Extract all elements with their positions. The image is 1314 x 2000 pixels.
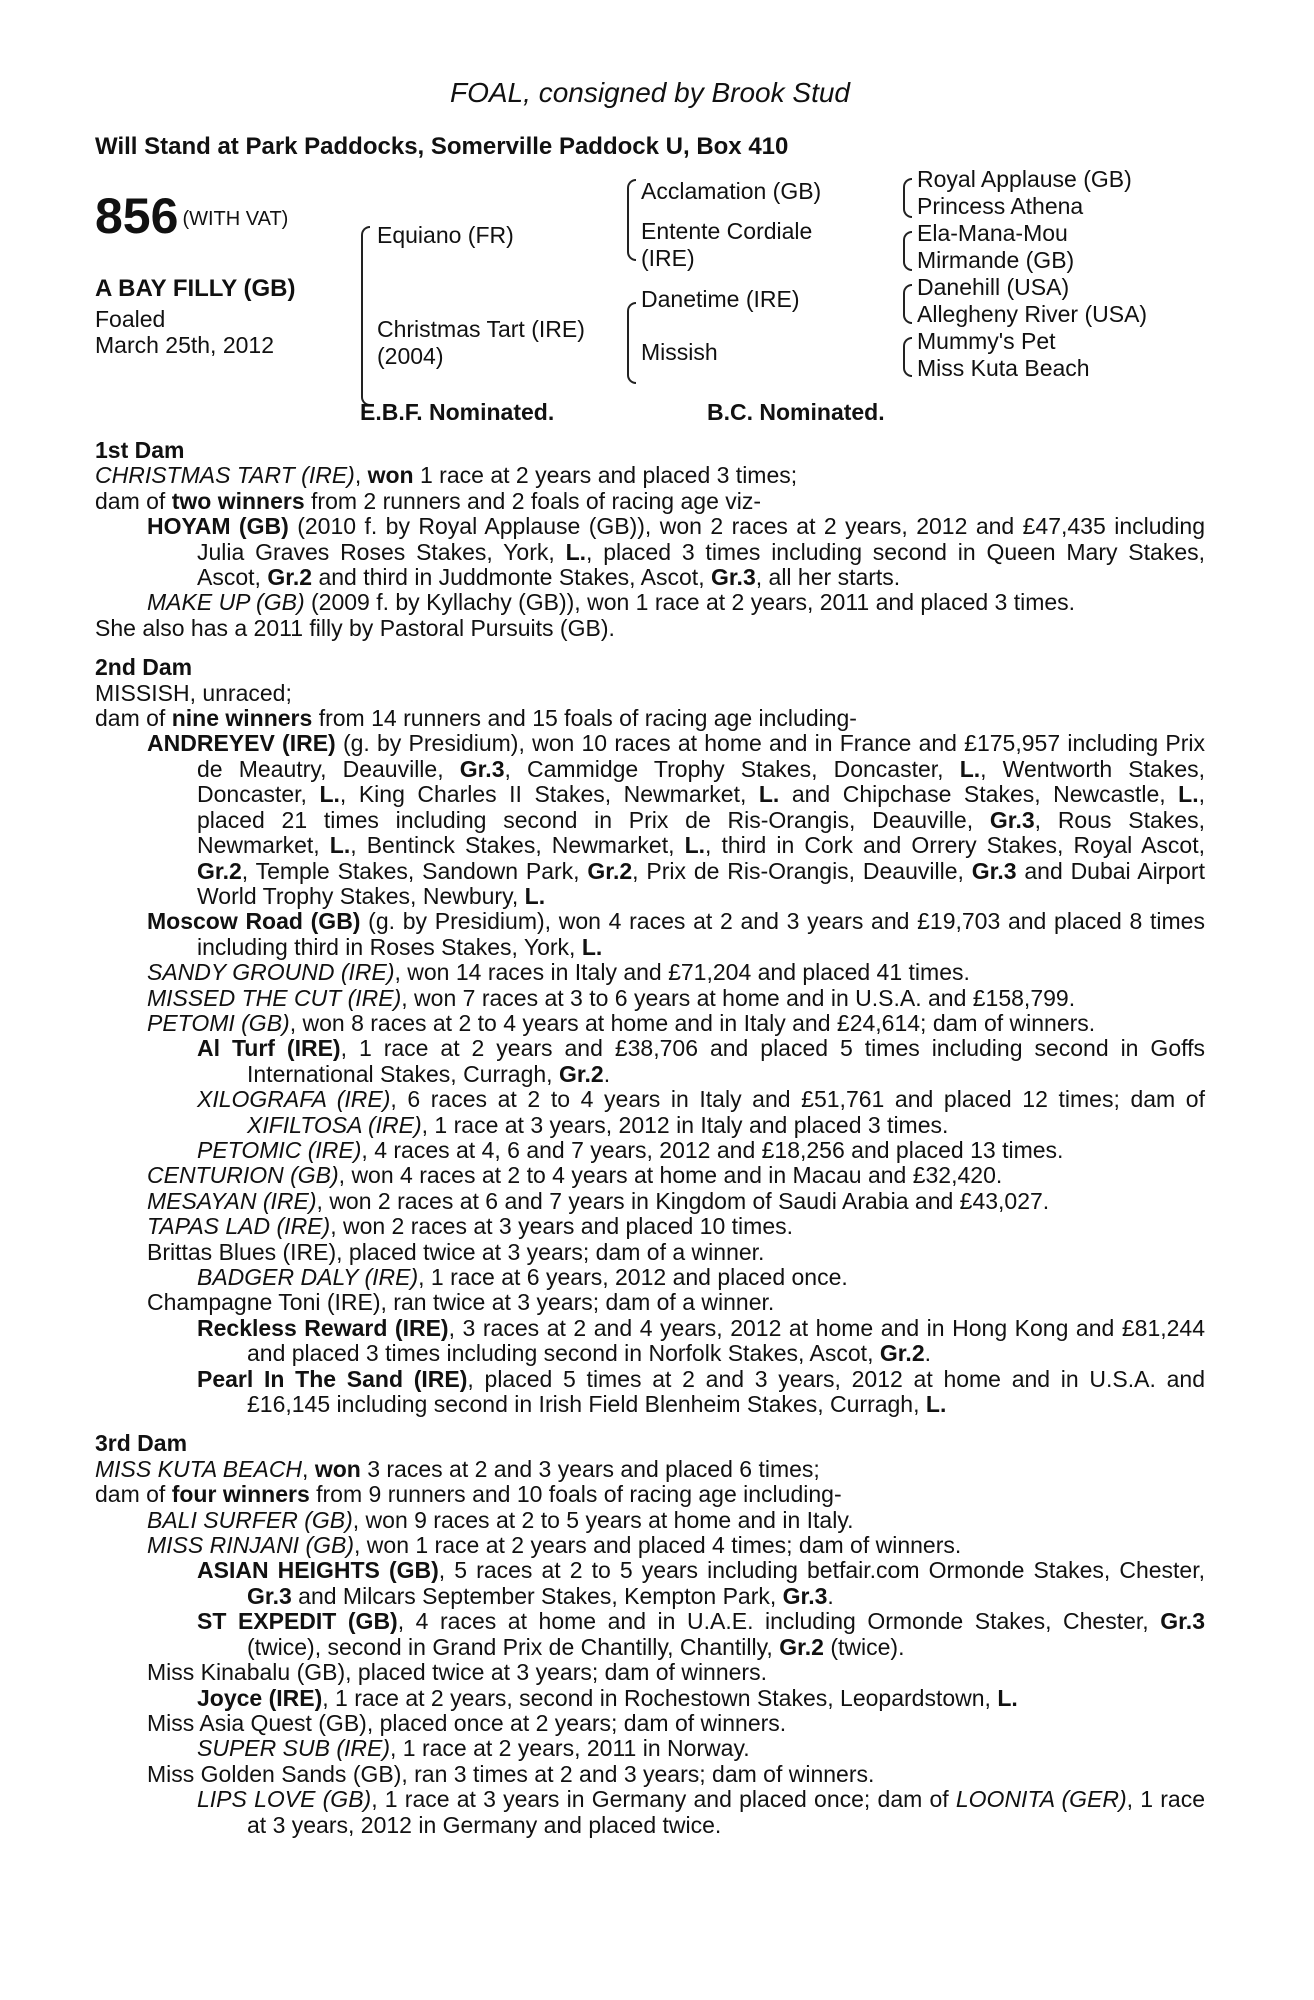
ped-sd-suffix: (IRE)	[641, 245, 695, 271]
ped-ds: Danetime (IRE)	[641, 286, 800, 312]
stand-location: Will Stand at Park Paddocks, Somerville Paddock U, Box 410	[95, 133, 789, 160]
entry-text: , 1 race at 3 years, 2012 in Italy and placed 3 times.	[421, 1111, 949, 1138]
horse-name: A BAY FILLY (GB)	[95, 275, 296, 302]
entry-text: , 5 races at 2 to 5 years including betfair.com Ormonde Stakes, Chester,	[438, 1557, 1206, 1584]
dam-sections	[95, 438, 1205, 1838]
italic-text: XIFILTOSA (IRE)	[247, 1111, 422, 1138]
entry-text: .	[924, 1340, 932, 1367]
pedigree-entry	[95, 1011, 1205, 1036]
bold-text: L.	[758, 781, 780, 808]
bold-text: L.	[997, 1684, 1018, 1711]
entry-text: .	[603, 1060, 611, 1087]
pedigree-entry	[95, 1762, 1205, 1787]
bold-text: ANDREYEV (IRE)	[147, 730, 336, 757]
entry-text: , Cammidge Trophy Stakes, Doncaster,	[504, 755, 960, 782]
dam-section	[95, 438, 1205, 641]
lot-number-block	[95, 188, 289, 244]
entry-text: She also has a 2011 filly by Pastoral Pursuits (GB).	[95, 614, 615, 641]
entry-text: , 1 race at 3 years in Germany and placed once; dam of	[371, 1786, 956, 1813]
pedigree-entry	[95, 1290, 1205, 1315]
entry-text: , all her starts.	[755, 564, 901, 591]
bold-text: nine winners	[171, 705, 313, 732]
pedigree-entry	[95, 960, 1205, 985]
bold-text: Gr.2	[879, 1340, 925, 1367]
pedigree-entry	[95, 681, 1205, 706]
entry-text: , 6 races at 2 to 4 years in Italy and £51,761 and placed 12 times; dam of	[390, 1086, 1205, 1113]
entry-text: , 1 race at 2 years, 2011 in Norway.	[389, 1735, 750, 1762]
entry-text: , won 8 races at 2 to 4 years at home and in Italy and £24,614; dam of winners.	[289, 1009, 1096, 1036]
entry-text: , 1 race at 2 years, second in Rochestown Stakes, Leopardstown,	[322, 1684, 998, 1711]
entry-text: , Wentworth Stakes, Doncaster,	[197, 755, 1206, 808]
bold-text: L.	[565, 538, 587, 565]
bold-text: L.	[581, 933, 603, 960]
pedigree-entry	[95, 1558, 1205, 1609]
entry-text: , won 9 races at 2 to 5 years at home and in Italy.	[352, 1506, 854, 1533]
entry-text: dam of	[95, 1481, 172, 1508]
bold-text: won	[314, 1455, 361, 1482]
bold-text: ST EXPEDIT (GB)	[197, 1608, 398, 1635]
bold-text: ASIAN HEIGHTS (GB)	[197, 1557, 439, 1584]
pedigree-entry	[95, 1508, 1205, 1533]
pedigree-entry	[95, 514, 1205, 590]
entry-text: and Dubai Airport World Trophy Stakes, Newbury,	[197, 857, 1205, 909]
pedigree-entry	[95, 986, 1205, 1011]
italic-text: MISS RINJANI (GB)	[147, 1532, 355, 1559]
pedigree-entry	[95, 1214, 1205, 1239]
pedigree-entry	[95, 1087, 1205, 1138]
pedigree-entry	[95, 731, 1205, 909]
pedigree-entry	[95, 1240, 1205, 1265]
entry-text: , 1 race at 6 years, 2012 and placed once.	[418, 1264, 848, 1290]
pedigree-entry	[95, 706, 1205, 731]
ped-sdd: Mirmande (GB)	[917, 247, 1075, 273]
ped-dam	[377, 316, 585, 370]
pedigree-entry	[95, 1367, 1205, 1418]
dam-section	[95, 655, 1205, 1417]
bold-text: L.	[524, 882, 546, 909]
bold-text: Gr.3	[459, 755, 505, 782]
foaled-info	[95, 306, 315, 358]
bold-text: Gr.2	[558, 1060, 604, 1087]
italic-text: LIPS LOVE (GB)	[197, 1786, 372, 1813]
entry-text: (2009 f. by Kyllachy (GB)), won 1 race at 2 years, 2011 and placed 3 times.	[304, 589, 1076, 616]
pedigree-entry	[95, 1265, 1205, 1290]
bold-text: Gr.3	[247, 1582, 292, 1609]
lot-header	[95, 166, 1205, 425]
ped-dss: Danehill (USA)	[917, 274, 1070, 300]
pedigree-entry	[95, 1036, 1205, 1087]
entry-text: , Temple Stakes, Sandown Park,	[241, 857, 588, 884]
entry-text: , 4 races at home and in U.A.E. including Ormonde Stakes, Chester,	[397, 1608, 1161, 1635]
entry-text: Champagne Toni (IRE), ran twice at 3 years; dam of a winner.	[147, 1289, 775, 1316]
bold-text: Moscow Road (GB)	[147, 908, 361, 935]
italic-text: MAKE UP (GB)	[147, 589, 305, 616]
pedigree-entry	[95, 1457, 1205, 1482]
ped-dam-year: (2004)	[377, 343, 444, 369]
italic-text: SANDY GROUND (IRE)	[147, 959, 395, 986]
italic-text: MISS KUTA BEACH	[95, 1455, 303, 1482]
italic-text: PETOMI (GB)	[147, 1009, 290, 1036]
italic-text: MISSED THE CUT (IRE)	[147, 984, 402, 1011]
pedigree-entry	[95, 1609, 1205, 1660]
bold-text: HOYAM (GB)	[147, 513, 289, 540]
entry-text: 1 race at 2 years and placed 3 times;	[413, 462, 798, 489]
entry-text: Miss Golden Sands (GB), ran 3 times at 2 and 3 years; dam of winners.	[147, 1760, 875, 1787]
entry-text: MISSISH, unraced;	[95, 679, 292, 706]
entry-text: , Bentinck Stakes, Newmarket,	[350, 832, 685, 859]
italic-text: BALI SURFER (GB)	[147, 1506, 353, 1533]
bold-text: Gr.3	[710, 564, 756, 591]
entry-text: , placed 5 times at 2 and 3 years, 2012 at home and in U.S.A. and £16,145 including second in Irish Field Blenheim Stakes, Curragh,	[247, 1365, 1206, 1418]
ped-sire: Equiano (FR)	[377, 222, 514, 248]
bold-text: Gr.3	[989, 806, 1035, 833]
entry-text: , placed 21 times including second in Prix de Ris-Orangis, Deauville,	[197, 781, 1205, 833]
bold-text: Pearl In The Sand (IRE)	[197, 1365, 468, 1392]
entry-text: (twice), second in Grand Prix de Chantilly, Chantilly,	[247, 1633, 780, 1660]
bold-text: Gr.2	[587, 857, 633, 884]
pedigree-entry	[95, 1686, 1205, 1711]
pedigree-entry	[95, 1533, 1205, 1558]
italic-text: SUPER SUB (IRE)	[197, 1735, 390, 1762]
pedigree-entry	[95, 1482, 1205, 1507]
bold-text: L.	[329, 832, 351, 859]
entry-text: Brittas Blues (IRE), placed twice at 3 years; dam of a winner.	[147, 1238, 765, 1265]
bold-text: Gr.2	[267, 564, 313, 591]
ped-sd-name: Entente Cordiale	[641, 218, 813, 244]
pedigree-entry	[95, 1736, 1205, 1761]
entry-text: Miss Kinabalu (GB), placed twice at 3 years; dam of winners.	[147, 1659, 767, 1686]
italic-text: LOONITA (GER)	[955, 1786, 1127, 1813]
bold-text: L.	[319, 781, 340, 808]
entry-text: and Chipchase Stakes, Newcastle,	[779, 781, 1179, 808]
bold-text: Gr.2	[197, 857, 242, 884]
dam-section	[95, 1431, 1205, 1838]
entry-text: ,	[302, 1455, 315, 1482]
vat-note: (WITH VAT)	[182, 208, 289, 230]
bc-nomination: B.C. Nominated.	[707, 399, 885, 425]
entry-text: , won 1 race at 2 years and placed 4 times; dam of winners.	[354, 1532, 962, 1559]
entry-text: (twice).	[823, 1633, 905, 1660]
italic-text: PETOMIC (IRE)	[197, 1136, 362, 1163]
pedigree-entry	[95, 1711, 1205, 1736]
bold-text: Gr.3	[782, 1582, 828, 1609]
bold-text: L.	[925, 1391, 947, 1418]
entry-text: , 1 race at 2 years and £38,706 and placed 5 times including second in Goffs International Stakes, Curragh,	[247, 1035, 1205, 1087]
italic-text: BADGER DALY (IRE)	[197, 1264, 419, 1290]
bold-text: Joyce (IRE)	[197, 1684, 323, 1711]
pedigree-entry	[95, 909, 1205, 960]
section-title: 2nd Dam	[95, 654, 193, 681]
entry-text: from 14 runners and 15 foals of racing age including-	[312, 705, 857, 732]
pedigree-entry	[95, 463, 1205, 488]
italic-text: CHRISTMAS TART (IRE)	[95, 462, 355, 489]
bold-text: L.	[684, 832, 706, 859]
bold-text: two winners	[171, 487, 305, 514]
bracket-gen3-2	[903, 231, 912, 271]
ped-sss: Royal Applause (GB)	[917, 166, 1132, 192]
ped-dds: Mummy's Pet	[917, 328, 1056, 354]
entry-text: from 9 runners and 10 foals of racing age including-	[309, 1481, 842, 1508]
pedigree-entry	[95, 1787, 1205, 1838]
entry-text: (2010 f. by Royal Applause (GB)), won 2 races at 2 years, 2012 and £47,435 including Julia Graves Roses Stakes, York,	[197, 513, 1205, 565]
bold-text: won	[367, 462, 414, 489]
foaled-label: Foaled	[95, 306, 166, 332]
bold-text: Gr.3	[1160, 1608, 1205, 1635]
entry-text: dam of	[95, 705, 172, 732]
entry-text: and third in Juddmonte Stakes, Ascot,	[312, 564, 711, 591]
entry-text: 3 races at 2 and 3 years and placed 6 times;	[360, 1455, 820, 1482]
entry-text: (g. by Presidium), won 10 races at home and in France and £175,957 including Prix de Meautry, Deauville,	[197, 730, 1205, 782]
ped-ddd: Miss Kuta Beach	[917, 355, 1090, 381]
entry-text: dam of	[95, 487, 172, 514]
section-title: 3rd Dam	[95, 1430, 188, 1457]
bold-text: L.	[1178, 781, 1199, 808]
bold-text: Gr.2	[779, 1633, 824, 1660]
entry-text: and Milcars September Stakes, Kempton Park,	[291, 1582, 783, 1609]
bold-text: Reckless Reward (IRE)	[197, 1314, 449, 1341]
pedigree-entry	[95, 489, 1205, 514]
bold-text: L.	[959, 755, 981, 782]
italic-text: MESAYAN (IRE)	[147, 1187, 317, 1214]
ped-ss: Acclamation (GB)	[641, 178, 822, 204]
catalogue-page	[95, 77, 1206, 1838]
bold-text: Gr.3	[971, 857, 1017, 884]
entry-text: , Rous Stakes, Newmarket,	[197, 806, 1205, 859]
entry-text: , Prix de Ris-Orangis, Deauville,	[632, 857, 972, 884]
pedigree-entry	[95, 1660, 1205, 1685]
entry-text: from 2 runners and 2 foals of racing age viz-	[304, 487, 762, 514]
entry-text: , 3 races at 2 and 4 years, 2012 at home and in Hong Kong and £81,244 and placed 3 times including second in Norfolk Stakes, Ascot,	[247, 1314, 1206, 1367]
entry-text: , won 2 races at 6 and 7 years in Kingdom of Saudi Arabia and £43,027.	[316, 1187, 1050, 1214]
pedigree-entry	[95, 616, 1205, 641]
bracket-gen1	[361, 226, 370, 406]
entry-text: , 1 race at 3 years, 2012 in Germany and placed twice.	[247, 1786, 1205, 1838]
consignment-line: FOAL, consigned by Brook Stud	[450, 77, 850, 108]
lot-number: 856	[95, 188, 179, 244]
entry-text: (g. by Presidium), won 4 races at 2 and 3 years and £19,703 and placed 8 times including third in Roses Stakes, York,	[197, 908, 1205, 960]
bracket-gen2-sire	[627, 179, 636, 261]
entry-text: , 4 races at 4, 6 and 7 years, 2012 and £18,256 and placed 13 times.	[361, 1136, 1064, 1163]
italic-text: XILOGRAFA (IRE)	[197, 1086, 391, 1113]
foaled-date: March 25th, 2012	[95, 332, 275, 358]
entry-text: , third in Cork and Orrery Stakes, Royal Ascot,	[705, 832, 1205, 859]
entry-text: Miss Asia Quest (GB), placed once at 2 years; dam of winners.	[147, 1709, 787, 1736]
entry-text: , won 2 races at 3 years and placed 10 times.	[330, 1213, 793, 1240]
ped-dam-name: Christmas Tart (IRE)	[377, 316, 585, 342]
pedigree-entry	[95, 1163, 1205, 1188]
bold-text: four winners	[171, 1481, 310, 1508]
entry-text: ,	[354, 462, 368, 489]
entry-text: , King Charles II Stakes, Newmarket,	[339, 781, 759, 808]
ped-sd	[641, 218, 812, 272]
ped-sds: Ela-Mana-Mou	[917, 220, 1068, 246]
ped-dd: Missish	[641, 339, 718, 365]
bracket-gen3-1	[903, 178, 912, 218]
italic-text: CENTURION (GB)	[147, 1162, 339, 1189]
entry-text: , won 14 races in Italy and £71,204 and placed 41 times.	[394, 959, 970, 986]
pedigree-entry	[95, 1138, 1205, 1163]
pedigree-entry	[95, 1316, 1205, 1367]
pedigree-entry	[95, 590, 1205, 615]
entry-text: .	[827, 1582, 834, 1609]
bracket-gen3-4	[903, 337, 912, 377]
entry-text: , won 7 races at 3 to 6 years at home and in U.S.A. and £158,799.	[401, 984, 1076, 1011]
entry-text: , placed 3 times including second in Queen Mary Stakes, Ascot,	[197, 538, 1206, 591]
section-title: 1st Dam	[95, 437, 185, 463]
italic-text: TAPAS LAD (IRE)	[147, 1213, 331, 1240]
bold-text: Al Turf (IRE)	[197, 1035, 341, 1062]
ped-dsd: Allegheny River (USA)	[917, 301, 1148, 327]
bracket-gen3-3	[903, 284, 912, 324]
pedigree-entry	[95, 1189, 1205, 1214]
bracket-gen2-dam	[627, 302, 636, 384]
entry-text: , won 4 races at 2 to 4 years at home and in Macau and £32,420.	[338, 1162, 1003, 1189]
ped-ssd: Princess Athena	[917, 193, 1084, 219]
ebf-nomination: E.B.F. Nominated.	[360, 399, 555, 425]
